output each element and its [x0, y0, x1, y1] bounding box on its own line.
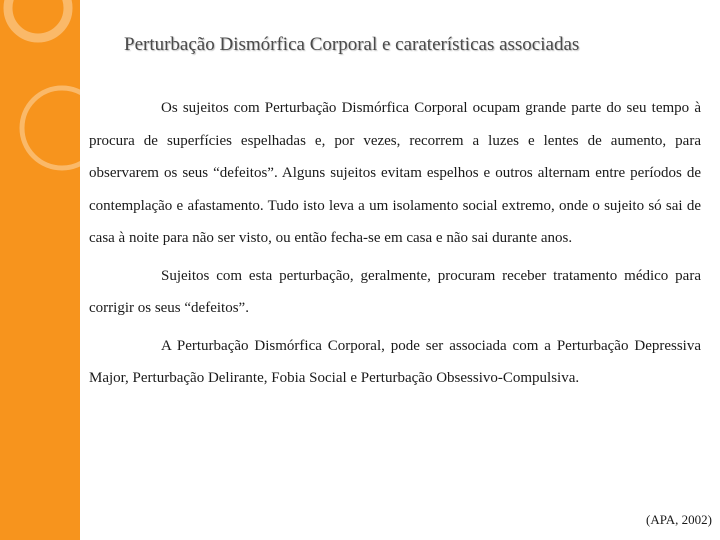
decorative-circle-middle [22, 88, 80, 168]
paragraph-3: A Perturbação Dismórfica Corporal, pode ser associada com a Perturbação Depressiva Major, Perturbação Delirante, Fobia Social e Perturbação Obsessivo-Compulsiva. [89, 337, 701, 386]
paragraph-2: Sujeitos com esta perturbação, geralmente, procuram receber tratamento médico para corrigir os seus “defeitos”. [89, 267, 701, 316]
orange-side-band [0, 0, 80, 540]
slide-title: Perturbação Dismórfica Corporal e caraterísticas associadas [124, 34, 580, 55]
citation: (APA, 2002) [646, 512, 712, 527]
decorative-circles [0, 0, 80, 200]
decorative-circle-top [8, 0, 68, 38]
paragraph-1: Os sujeitos com Perturbação Dismórfica Corporal ocupam grande parte do seu tempo à procura de superfícies espelhadas e, por vezes, recorrem a luzes e lentes de aumento, para observarem os seus “defeitos”. Alguns sujeitos evitam espelhos e outros alternam entre períodos de contemplação e afastamento. Tudo isto leva a um isolamento social extremo, onde o sujeito só sai de casa à noite para não ser visto, ou então fecha-se em casa e não sai durante anos. [89, 100, 701, 246]
slide-body [89, 92, 701, 400]
